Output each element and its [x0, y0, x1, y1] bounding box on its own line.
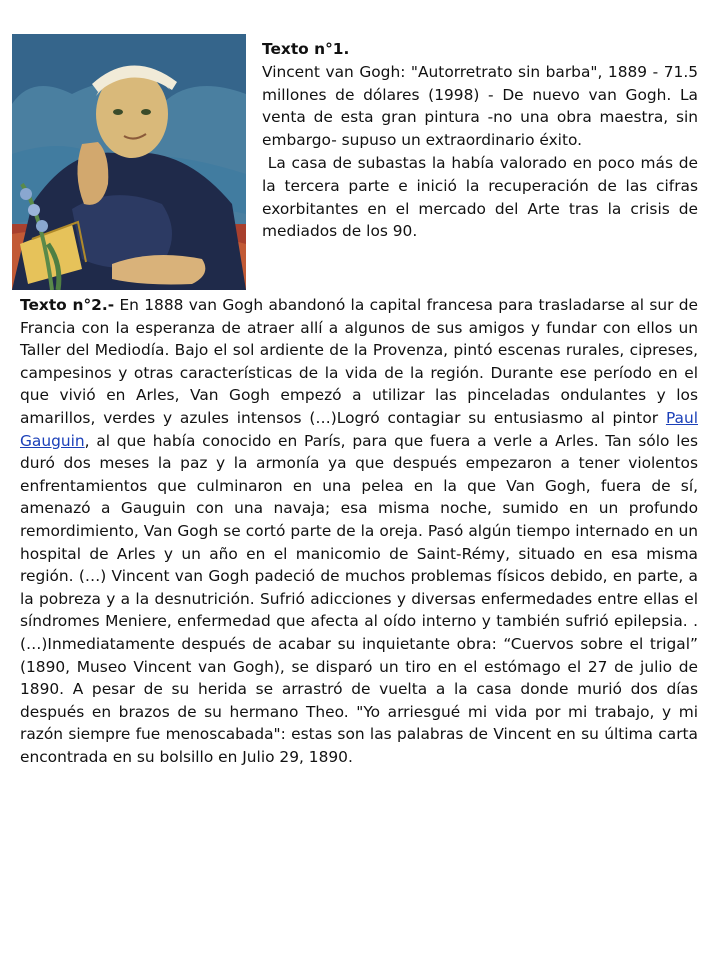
- text1-paragraph-2: La casa de subastas la había valorado en poco más de la tercera parte e inició la recuperación de las cifras exorbitantes en el mercado del Arte tras la crisis de mediados de los 90.: [262, 153, 703, 241]
- text1-title: Texto n°1.: [262, 40, 350, 58]
- painting-image: [12, 34, 246, 290]
- text2-title: Texto n°2.-: [20, 296, 115, 314]
- text2-part-1: En 1888 van Gogh abandonó la capital francesa para trasladarse al sur de Francia con la esperanza de atraer allí a algunos de sus amigos y fundar con ellos un Taller del Mediodía. Bajo el sol ardiente de la Provenza, pintó escenas rurales, cipreses, campesinos y otras características de la vida de la región. Durante ese período en el que vivió en Arles, Van Gogh empezó a utilizar las pinceladas ondulantes y los amarillos, verdes y azules intensos (…)Logró contagiar su entusiasmo al pintor: [20, 296, 698, 427]
- text2-part-2: , al que había conocido en París, para que fuera a verle a Arles. Tan sólo les duró dos meses la paz y la armonía ya que después empezaron a tener violentos enfrentamientos que culminaron en una pelea en la que Van Gogh, fuera de sí, amenazó a Gauguin con una navaja; esa misma noche, sumido en un profundo remordimiento, Van Gogh se cortó parte de la oreja. Pasó algún tiempo internado en un hospital de Arles y un año en el manicomio de Saint-Rémy, situado en esa misma región. (…) Vincent van Gogh padeció de muchos problemas físicos debido, en parte, a la pobreza y a la desnutrición. Sufrió adicciones y diversas enfermedades entre ellas el síndromes Meniere, enfermedad que afecta al oído interno y también sufrió epilepsia. .(…)Inmediatamente después de acabar su inquietante obra: “Cuervos sobre el trigal” (1890, Museo Vincent van Gogh), se disparó un tiro en el estómago el 27 de julio de 1890. A pesar de su herida se arrastró de vuelta a la casa donde murió dos días después en brazos de su hermano Theo. "Yo arriesgué mi vida por mi trabajo, y mi razón siempre fue menoscabada": estas son las palabras de Vincent en su última carta encontrada en su bolsillo en Julio 29, 1890.: [20, 431, 698, 766]
- text-block-1: [262, 38, 703, 243]
- paul-gauguin-link[interactable]: Paul Gauguin: [20, 408, 698, 450]
- text1-paragraph-1: Vincent van Gogh: "Autorretrato sin barba", 1889 - 71.5 millones de dólares (1998) - De nuevo van Gogh. La venta de esta gran pintura -no una obra maestra, sin embargo- supuso un extraordinario éxito.: [262, 62, 698, 150]
- text-block-2: [20, 294, 698, 768]
